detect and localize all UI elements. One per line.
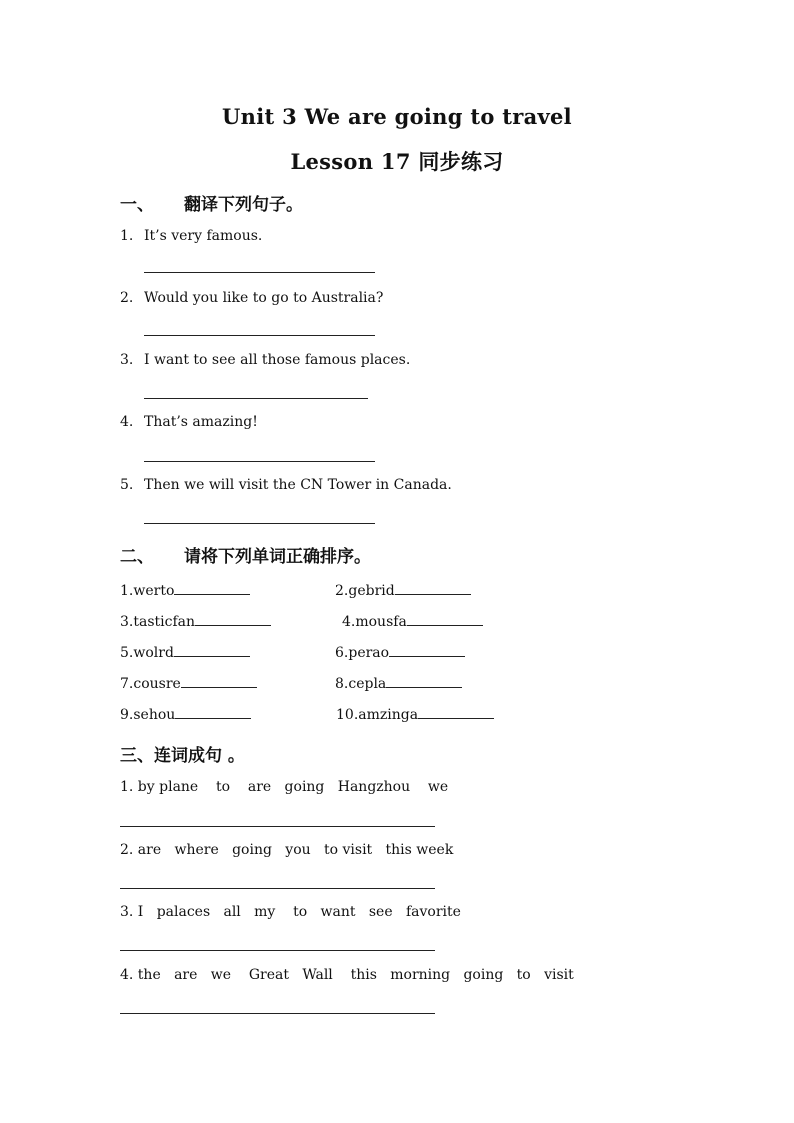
word-item-5: 5.wolrd — [120, 644, 250, 661]
word-blank[interactable] — [181, 675, 257, 688]
sentence-line-4[interactable] — [120, 1013, 435, 1014]
word-item-10: 10.amzinga — [336, 706, 494, 723]
answer-line-3[interactable] — [144, 398, 368, 399]
section-2-number: 二、 — [120, 547, 154, 567]
question-1: 1. It’s very famous. — [120, 228, 263, 244]
section-2-title: 请将下列单词正确排序。 — [184, 547, 371, 567]
word-blank[interactable] — [395, 582, 471, 595]
question-4: 4. That’s amazing! — [120, 414, 258, 430]
sentence-3: 3. I palaces all my to want see favorite — [120, 904, 461, 920]
word-blank[interactable] — [174, 644, 250, 657]
sentence-1: 1. by plane to are going Hangzhou we — [120, 779, 449, 795]
word-blank[interactable] — [407, 613, 483, 626]
word-blank[interactable] — [386, 675, 462, 688]
word-item-8: 8.cepla — [335, 675, 462, 692]
word-blank[interactable] — [195, 613, 271, 626]
word-item-2: 2.gebrid — [335, 582, 471, 599]
answer-line-4[interactable] — [144, 461, 375, 462]
answer-line-1[interactable] — [144, 272, 375, 273]
section-3-heading: 三、连词成句 。 — [120, 746, 245, 766]
sentence-line-1[interactable] — [120, 826, 435, 827]
answer-line-5[interactable] — [144, 523, 375, 524]
question-2: 2. Would you like to go to Australia? — [120, 290, 384, 306]
sentence-2: 2. are where going you to visit this week — [120, 842, 454, 858]
section-1-number: 一、 — [120, 195, 154, 215]
word-blank[interactable] — [418, 706, 494, 719]
section-1-title: 翻译下列句子。 — [184, 195, 303, 215]
section-1-heading — [120, 190, 303, 215]
sentence-line-3[interactable] — [120, 950, 435, 951]
word-blank[interactable] — [174, 582, 250, 595]
word-blank[interactable] — [175, 706, 251, 719]
page-title: Unit 3 We are going to travel — [222, 104, 572, 129]
word-item-1: 1.werto — [120, 582, 250, 599]
word-item-4: 4.mousfa — [342, 613, 483, 630]
word-blank[interactable] — [389, 644, 465, 657]
sentence-4: 4. the are we Great Wall this morning going to visit — [120, 967, 574, 983]
word-item-3: 3.tasticfan — [120, 613, 271, 630]
answer-line-2[interactable] — [144, 335, 375, 336]
section-2-heading — [120, 542, 371, 567]
question-5: 5. Then we will visit the CN Tower in Canada. — [120, 477, 452, 493]
page-subtitle: Lesson 17 同步练习 — [290, 149, 504, 174]
word-item-9: 9.sehou — [120, 706, 251, 723]
word-item-6: 6.perao — [335, 644, 465, 661]
word-item-7: 7.cousre — [120, 675, 257, 692]
question-3: 3. I want to see all those famous places. — [120, 352, 411, 368]
sentence-line-2[interactable] — [120, 888, 435, 889]
